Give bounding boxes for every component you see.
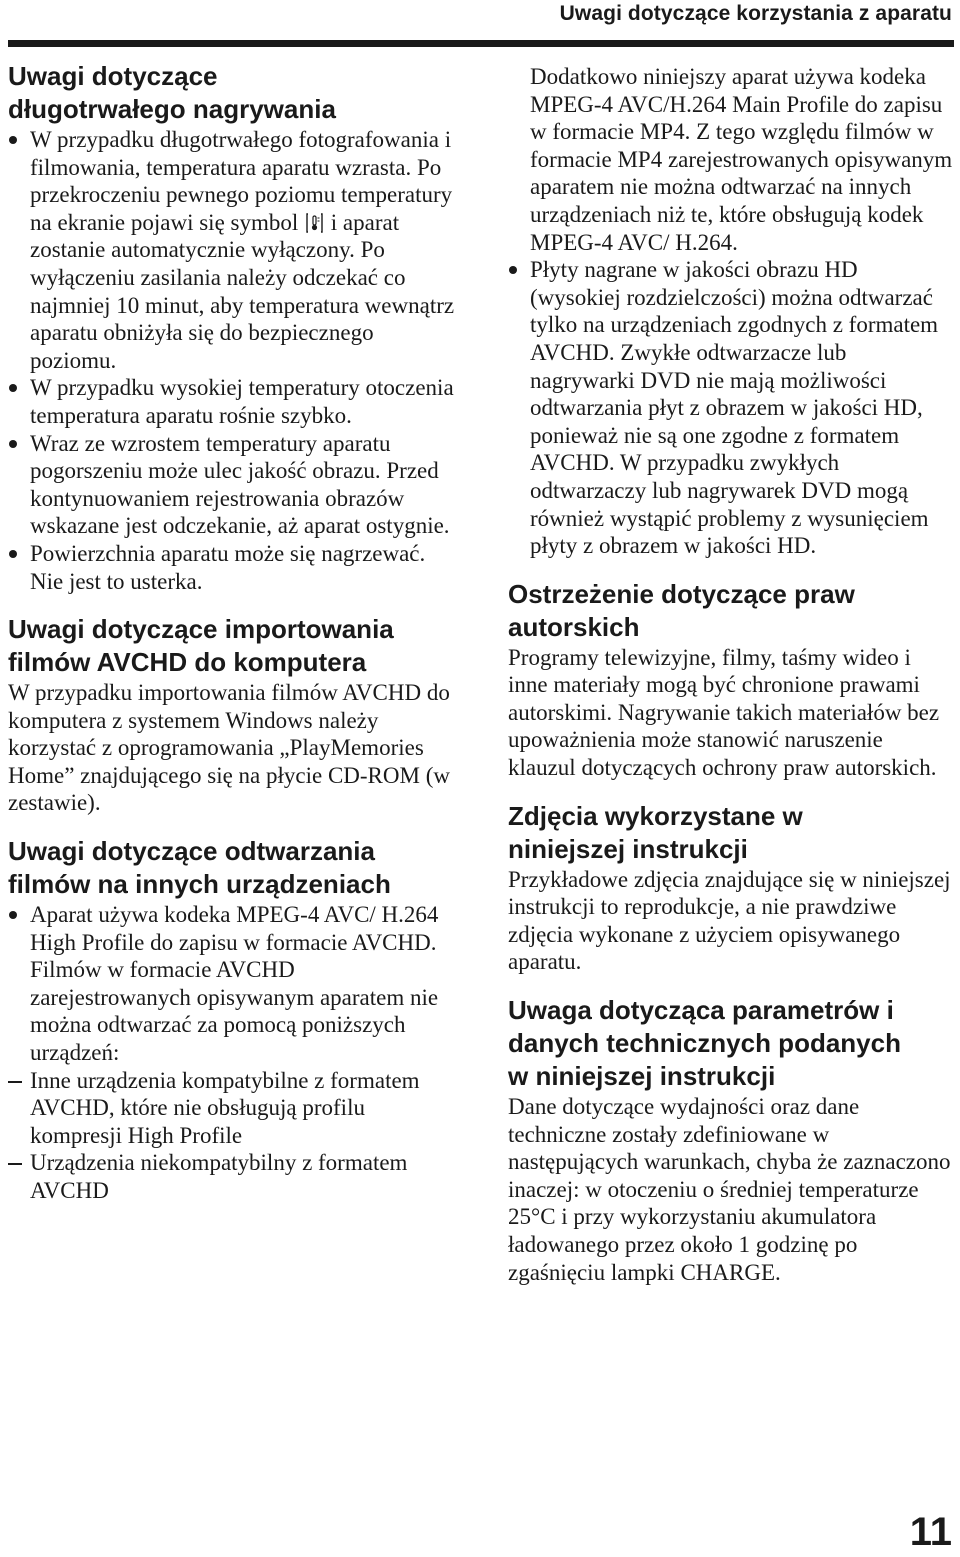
bullet-list [8, 126, 460, 595]
bullet-list [8, 901, 460, 1205]
paragraph: W przypadku importowania filmów AVCHD do komputera z systemem Windows należy korzystać z oprogramowania „PlayMemories Home” znajdującego się na płycie CD-ROM (w zestawie). [8, 680, 450, 816]
section-photos-in-manual [508, 800, 954, 976]
running-header: Uwagi dotyczące korzystania z aparatu [559, 2, 952, 25]
header-rule [8, 40, 954, 47]
list-item: Powierzchnia aparatu może się nagrzewać. Nie jest to usterka. [8, 540, 460, 595]
bullet-list [508, 256, 954, 560]
left-column [8, 60, 460, 1205]
paragraph: Dane dotyczące wydajności oraz dane techniczne zostały zdefiniowane w następujących warunkach, chyba że zaznaczono inaczej: w otoczeniu o średniej temperaturze 25°C i przy wykorzystaniu akumulatora ładowanego przez około 1 godzinę po zgaśnięciu lampki CHARGE. [508, 1094, 951, 1285]
section-title-specifications: Uwaga dotycząca parametrów i danych technicznych podanych w niniejszej instrukcji [508, 995, 901, 1092]
list-item: Inne urządzenia kompatybilne z formatem AVCHD, które nie obsługują profilu kompresji High Profile [8, 1067, 460, 1150]
section-copyright [508, 578, 954, 782]
section-playback-other-devices [8, 835, 460, 1205]
paragraph: Programy telewizyjne, filmy, taśmy wideo i inne materiały mogą być chronione prawami autorskimi. Nagrywanie takich materiałów bez upoważnienia może stanowić naruszenie klauzul dotyczących ochrony praw autorskich. [508, 644, 940, 781]
list-item: Wraz ze wzrostem temperatury aparatu pogorszeniu może ulec jakość obrazu. Przed kontynuowaniem rejestrowania obrazów wskazane jest odczekanie, aż aparat ostygnie. [8, 430, 460, 540]
paragraph: Przykładowe zdjęcia znajdujące się w niniejszej instrukcji to reprodukcje, a nie prawdziwe zdjęcia wykonane z użyciem opisywanego aparatu. [508, 866, 951, 975]
right-column [508, 63, 954, 1286]
list-item: Płyty nagrane w jakości obrazu HD (wysokiej rozdzielczości) można odtwarzać tylko na urządzeniach zgodnych z formatem AVCHD. Zwykłe odtwarzacze lub nagrywarki DVD nie mają możliwości odtwarzania płyt z obrazem w jakości HD, ponieważ nie są one zgodne z formatem AVCHD. W przypadku zwykłych odtwarzaczy lub nagrywarek DVD mogą również wystąpić problemy z wysunięciem płyty z obrazem w jakości HD. [508, 256, 954, 560]
section-title-photos: Zdjęcia wykorzystane w niniejszej instrukcji [508, 800, 803, 864]
list-item: Aparat używa kodeka MPEG-4 AVC/ H.264 High Profile do zapisu w formacie AVCHD. Filmów w formacie AVCHD zarejestrowanych opisywanym aparatem nie można odtwarzać za pomocą poniższych urządzeń: Inne urządzenia kompatybilne z formatem AVCHD, które nie obsługują profilu kompresji High Profile Urządzenia niekompatybilny z formatem AVCHD [8, 901, 460, 1205]
section-title-avchd-import: Uwagi dotyczące importowania filmów AVCHD do komputera [8, 614, 394, 678]
overheat-thermometer-icon [306, 213, 323, 233]
section-playback-continued [508, 63, 954, 560]
section-long-recording [8, 60, 460, 595]
section-avchd-import [8, 613, 460, 817]
list-item: Urządzenia niekompatybilny z formatem AVCHD [8, 1149, 460, 1204]
list-item: W przypadku długotrwałego fotografowania i filmowania, temperatura aparatu wzrasta. Po przekroczeniu pewnego poziomu temperatury na ekranie pojawi się symbol i aparat zostanie automatycznie wyłączony. Po wyłączeniu zasilania należy odczekać co najmniej 10 minut, aby temperatura wewnątrz aparatu obniżyła się do bezpiecznego poziomu. [8, 126, 460, 374]
section-specifications [508, 994, 954, 1286]
section-title-long-recording: Uwagi dotyczące długotrwałego nagrywania [8, 61, 336, 124]
section-title-playback: Uwagi dotyczące odtwarzania filmów na innych urządzeniach [8, 836, 391, 900]
page-number: 11 [909, 1510, 952, 1554]
dash-list [8, 1067, 460, 1205]
section-title-copyright: Ostrzeżenie dotyczące praw autorskich [508, 578, 855, 642]
paragraph: Dodatkowo niniejszy aparat używa kodeka MPEG-4 AVC/H.264 Main Profile do zapisu w formacie MP4. Z tego względu filmów w formacie MP4 zarejestrowanych opisywanym aparatem nie można odtwarzać na innych urządzeniach niż te, które obsługują kodek MPEG-4 AVC/ H.264. [530, 64, 953, 255]
list-item: W przypadku wysokiej temperatury otoczenia temperatura aparatu rośnie szybko. [8, 374, 460, 429]
